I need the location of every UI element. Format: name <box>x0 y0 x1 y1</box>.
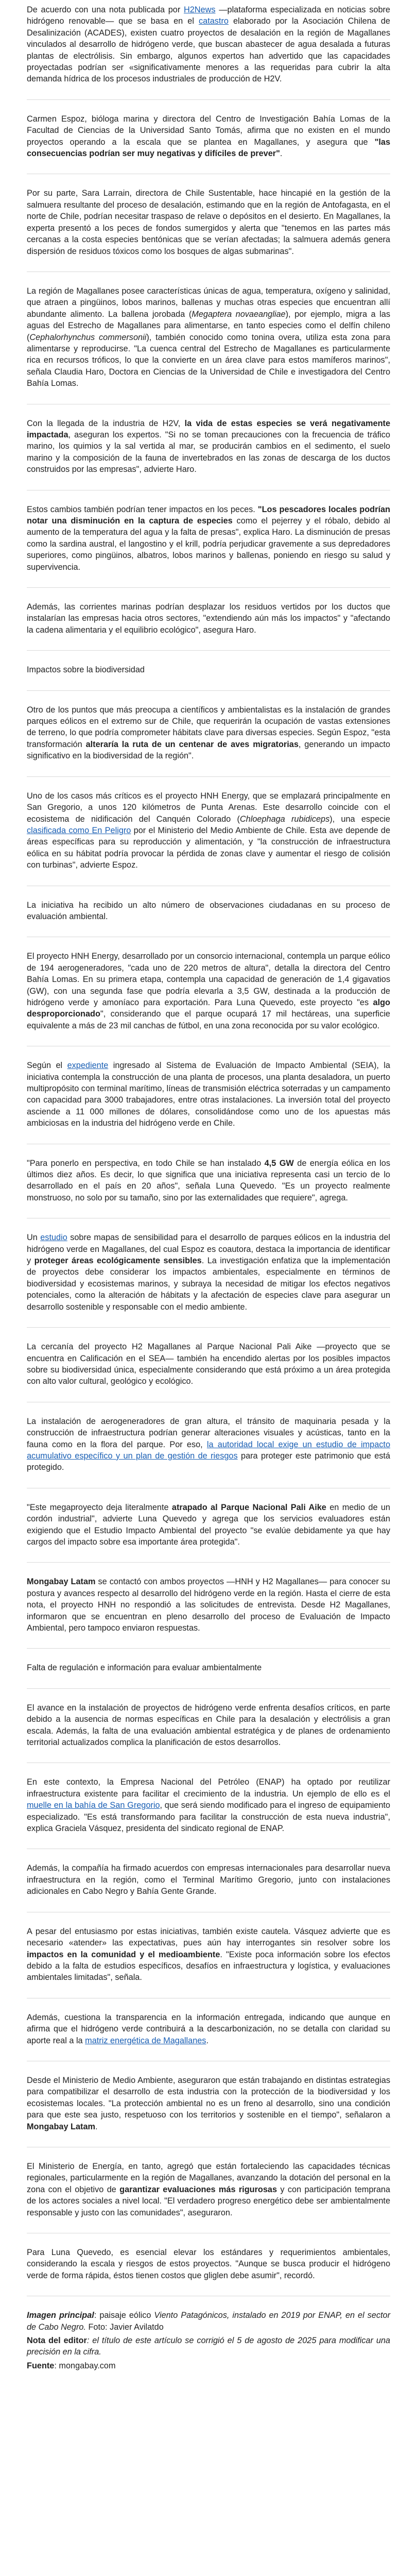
outlet-name: Mongabay Latam <box>27 2122 95 2131</box>
text-segment: para proteger este patrimonio que está protegido. <box>27 1451 390 1472</box>
paragraph-sensitivity-study <box>27 1232 390 1313</box>
text-segment: Uno de los casos más críticos es el proyecto HNH Energy, que se emplazará principalmente en San Gregorio, a unos 120 kilómetros de Punta Arenas. Este desarrollo coincide con el ecosistema de nidificación del Canquén Colorado ( <box>27 791 390 824</box>
bold-quote: "las consecuencias podrían ser muy negativas y difíciles de prever" <box>27 137 390 159</box>
outlet-name: Mongabay Latam <box>27 1577 96 1587</box>
text-segment: sobre mapas de sensibilidad para el desarrollo de parques eólicos en la industria del hidrógeno verde en Magallanes, del cual Espoz es coautora, destaca la importancia de identificar y <box>27 1233 390 1266</box>
text-segment: , generando un impacto significativo en la biodiversidad de la región". <box>27 739 390 761</box>
endangered-classification-link[interactable]: clasificada como En Peligro <box>27 825 131 835</box>
paragraph-regulation: El avance en la instalación de proyectos de hidrógeno verde enfrenta desafíos críticos, en parte debido a la ausencia de normas específicas en Chile para la desalación y electrólisis a gran escala. Además, la falta de una evaluación ambiental estratégica y de planes de ordenamiento territorial actualizados complica la planificación de estos desarrollos. <box>27 1703 390 1748</box>
text-segment: ), por ejemplo, migra a las aguas del Estrecho de Magallanes para alimentarse, en tanto especies como el delfín chileno ( <box>27 309 390 342</box>
section-divider <box>27 1688 390 1689</box>
text-segment: ingresado al Sistema de Evaluación de Impacto Ambiental (SEIA), la iniciativa contempla la construcción de una planta de procesos, una planta desaladora, un puerto multipropósito con terminal marítimo, líneas de transmisión eléctrica soterradas y un campamento con capacidad para 3000 trabajadores, entre otras instalaciones. La inversión total del proyecto asciende a 11 000 millones de dólares, consolidándose como uno de los apuestas más ambiciosas en la industria del hidrógeno verde en Chile. <box>27 1061 390 1128</box>
section-divider <box>27 1562 390 1563</box>
bold-phrase: atrapado al Parque Nacional Pali Aike <box>171 1502 326 1512</box>
expediente-link[interactable]: expediente <box>67 1061 109 1071</box>
paragraph-ministry-energy <box>27 2161 390 2218</box>
bold-phrase: la vida de estas especies se verá negativamente impactada <box>27 418 390 439</box>
text-segment: y con participación temprana de los actores sociales a nivel local. "El verdadero progreso energético debe ser ambientalmente responsable y justo con las comunidades", aseguraron. <box>27 2184 390 2217</box>
text-segment: La instalación de aerogeneradores de gran altura, el tránsito de maquinaria pesada y la construcción de infraestructura podrían generar alteraciones visuales y acústicas, tanto en la fauna como en la flora del parque. Por eso, <box>27 1416 390 1449</box>
text-segment: de energía eólica en los últimos diez años. Es decir, lo que significa que una iniciativa representa casi un tercio de lo desarrollado en el país en 20 años", señala Luna Quevedo. "Es un proyecto realmente monstruoso, no solo por su tamaño, sino por las externalidades que requiere", agrega. <box>27 1158 390 1202</box>
paragraph-trapped-park <box>27 1502 390 1548</box>
section-divider <box>27 1327 390 1328</box>
paragraph-closing: Para Luna Quevedo, es esencial elevar los estándares y requerimientos ambientales, considerando la escala y riesgos de estos proyectos. "Aunque se busca producir el hidrógeno verde de forma rápida, éstos tienen costos que gliglen debe asumir", recordó. <box>27 2248 390 2280</box>
species-name: Chloephaga rubidiceps <box>239 814 330 824</box>
section-divider <box>27 1762 390 1763</box>
paragraph-ministry-environment <box>27 2075 390 2132</box>
intro-paragraph <box>27 4 390 85</box>
h2news-link[interactable]: H2News <box>183 5 216 14</box>
text-segment: . "Existe poca información sobre los efectos debido a la falta de estudios específicos, desafíos en infraestructura y logística, y evaluaciones ambientales limitadas", señala. <box>27 1950 390 1982</box>
bold-phrase: impactos en la comunidad y el medioambiente <box>27 1950 220 1959</box>
paragraph-hnh-canquen <box>27 790 390 871</box>
text-segment: por el Ministerio del Medio Ambiente de Chile. Esta ave depende de áreas específicas para su reproducción y alimentación, y "la construcción de infraestructura eólica en su hábitat podría provocar la pérdida de zonas clave y aumentar el riesgo de colisión con turbinas", advierte Espoz. <box>27 825 390 870</box>
section-divider <box>27 587 390 588</box>
paragraph-larrain: Por su parte, Sara Larrain, directora de Chile Sustentable, hace hincapié en la gestión de la salmuera resultante del proceso de desalación, estimando que en la región de Antofagasta, en el norte de Chile, podrían necesitar traspaso de relave o depósitos en el desierto. En Magallanes, la experta presentó a los peces de fondos sumergidos y alerta que "tenemos en las partes más cercanas a la costa especies bentónicas que se verían afectadas; la salmuera además genera dispersión de residuos tóxicos como los bosques de algas submarinas". <box>27 189 390 256</box>
text-segment: ", considerando que el parque ocupará 17 mil hectáreas, una superficie equivalente a más de 23 mil canchas de fútbol, en una zona reconocida por su valor ecológico. <box>27 1009 390 1030</box>
text-segment: En este contexto, la Empresa Nacional del Petróleo (ENAP) ha optado por reutilizar infraestructura existente para facilitar el crecimiento de la industria. Un ejemplo de ello es el <box>27 1777 390 1799</box>
paragraph-seia <box>27 1060 390 1129</box>
text-segment: : paisaje eólico <box>94 2311 154 2320</box>
paragraph-observations: La iniciativa ha recibido un alto número de observaciones ciudadanas en su proceso de evaluación ambiental. <box>27 900 390 921</box>
text-segment: El proyecto HNH Energy, desarrollado por un consorcio internacional, contempla un parque eólico de 194 aerogeneradores, "cada uno de 220 metros de altura", detalla la directora del Centro Bahía Lomas. En su primera etapa, contempla una capacidad de generación de 1,4 gigavatios (GW), con una segunda fase que podría elevarla a 3,5 GW, destinada a la producción de hidrógeno verde y amoníaco para exportación. Para Luna Quevedo, este proyecto "es <box>27 952 390 1007</box>
section-divider <box>27 99 390 100</box>
text-segment: Desde el Ministerio de Medio Ambiente, aseguraron que están trabajando en distintas estrategias para compatibilizar el desarrollo de esta industria con la protección de la biodiversidad y los ecosistemas locales. "La protección ambiental no es un freno al desarrollo, sino una condición para que este sea justo, respetuoso con los territorios y sostenible en el tiempo", señalaron a <box>27 2075 390 2120</box>
text-segment: El Ministerio de Energía, en tanto, agregó que están fortaleciendo las capacidades técnicas regionales, particularmente en la región de Magallanes, avanzando la dotación del personal en la zona con el objetivo de <box>27 2161 390 2194</box>
paragraph-turbines <box>27 1416 390 1473</box>
text-segment: "Este megaproyecto deja literalmente <box>27 1502 172 1512</box>
text-segment: ), una especie <box>329 814 390 824</box>
text-segment: . <box>206 2036 208 2045</box>
section-divider <box>27 690 390 691</box>
text-segment: en medio de un cordón industrial", advierte Luna Quevedo y agrega que los servicios evaluadores están exigiendo que el Estudio Impacto Ambiental del proyecto "se evalúe debidamente ya que hay cargos del impacto sobre esa importante área protegida". <box>27 1502 390 1547</box>
muelle-link[interactable]: muelle en la bahía de San Gregorio <box>27 1801 160 1810</box>
energy-matrix-link[interactable]: matriz energética de Magallanes <box>85 2036 206 2045</box>
bold-phrase: garantizar evaluaciones más rigurosas <box>119 2184 277 2194</box>
text-segment: Estos cambios también podrían tener impactos en los peces. <box>27 504 258 514</box>
text-segment: La región de Magallanes posee características únicas de agua, temperatura, oxígeno y salinidad, que atraen a pingüinos, lobos marinos, ballenas y muchas otras especies que encuentran allí abundante alimento. La ballena jorobada ( <box>27 286 390 319</box>
section-heading-regulation: Falta de regulación e información para evaluar ambientalmente <box>27 1663 262 1673</box>
paragraph-wind-parks <box>27 704 390 762</box>
source-line <box>27 2360 390 2371</box>
text-segment: De acuerdo con una nota publicada por <box>27 5 184 14</box>
text-segment: , aseguran los expertos. "Si no se toman precauciones con la frecuencia de tráfico marino, los quimios y la sal vertida al mar, se producirán cambios en el sedimento, el suelo marino y la composición de la fauna de invertebrados en las zonas de descarga de los ductos construidos por las empresas", advierte Haro. <box>27 430 390 474</box>
paragraph-h2v-impact <box>27 418 390 476</box>
text-segment: Otro de los puntos que más preocupa a científicos y ambientalistas es la instalación de grandes parques eólicos en el extremo sur de Chile, que requerirán la ocupación de vastas extensiones de terreno, lo que podría comprometer hábitats clave para diversas especies. Según Espoz, "esta transformación <box>27 705 390 749</box>
paragraph-pali-aike: La cercanía del proyecto H2 Magallanes al Parque Nacional Pali Aike —proyecto que se encuentra en Calificación en el SEA— también ha encendido alertas por los posibles impactos sobre su biodiversidad única, especialmente considerando que está próximo a un área protegida con alto valor cultural, geológico y ecológico. <box>27 1342 390 1386</box>
paragraph-currents: Además, las corrientes marinas podrían desplazar los residuos vertidos por los ductos que instalarían las empresas hacia otros sectores, "extendiendo aún más los impactos" y "afectando la cadena alimentaria y el equilibrio ecológico", asegura Haro. <box>27 602 390 635</box>
image-caption <box>27 2310 390 2333</box>
section-divider <box>27 650 390 651</box>
source-text: : mongabay.com <box>54 2361 116 2370</box>
text-segment: A pesar del entusiasmo por estas iniciativas, también existe cautela. Vásquez advierte que es necesario «atender» las expectativas, pues aún hay interrogantes sin resolver sobre los <box>27 1926 390 1948</box>
editor-note <box>27 2335 390 2358</box>
text-segment: se contactó con ambos proyectos —HNH y H2 Magallanes— para conocer su postura y avances respecto al desarrollo del hidrógeno verde en la región. Hasta el cierre de esta nota, el proyecto HNH no respondió a las solicitudes de entrevista. Desde H2 Magallanes, informaron que se encuentran en pleno desarrollo del proceso de Evaluación de Impacto Ambiental, pero tampoco enviaron respuestas. <box>27 1577 390 1633</box>
text-segment: . <box>280 149 283 159</box>
text-segment: Carmen Espoz, bióloga marina y directora del Centro de Investigación Bahía Lomas de la Facultad de Ciencias de la Universidad Santo Tomás, afirma que no existen en el mundo proyectos operando a la escala que se plantea en Magallanes, y asegura que <box>27 114 390 147</box>
section-heading-biodiversity: Impactos sobre la biodiversidad <box>27 665 145 675</box>
species-name: Cephalorhynchus commersonii <box>29 332 147 342</box>
paragraph-species <box>27 285 390 389</box>
editor-note-text: : el título de este artículo se corrigió el 5 de agosto de 2025 para modificar una precisión en la cifra. <box>27 2336 390 2357</box>
impact-study-link[interactable]: la autoridad local exige un estudio de impacto acumulativo específico y un plan de gestión de riesgos <box>27 1439 390 1461</box>
bold-phrase: algo desproporcionado <box>27 997 390 1019</box>
text-segment: —plataforma especializada en noticias sobre hidrógeno renovable— que se basa en el <box>27 5 390 26</box>
text-segment: Un <box>27 1233 41 1243</box>
text-segment: . <box>95 2122 98 2131</box>
catastro-link[interactable]: catastro <box>199 16 229 26</box>
text-segment: Con la llegada de la industria de H2V, <box>27 418 185 428</box>
paragraph-fish <box>27 504 390 573</box>
text-segment: . La investigación enfatiza que la implementación de proyectos debe considerar los impactos ambientales, especialmente en términos de biodiversidad y ecosistemas marinos, y subraya la necesidad de mitigar los efectos negativos potenciales, como la alteración de hábitats y la afectación de especies clave para asegurar un desarrollo sostenible y responsable con el medio ambiente. <box>27 1256 390 1312</box>
paragraph-contact <box>27 1576 390 1634</box>
paragraph-enap <box>27 1776 390 1834</box>
photo-credit: Foto: Javier Avilatdo <box>85 2322 164 2332</box>
estudio-link[interactable]: estudio <box>40 1233 67 1243</box>
text-segment: elaborado por la Asociación Chilena de Desalinización (ACADES), existen cuatro proyectos de desalación en la región de Magallanes vinculados al desarrollo de hidrógeno verde, que buscan abastecer de agua desalada a futuras plantas de electrólisis. Sin embargo, algunos expertos han advertido que las capacidades proyectadas podrían ser «significativamente menores a las requeridas para cubrir la alta demanda hídrica de los procesos industriales de producción de H2V. <box>27 16 390 84</box>
bold-figure: 4,5 GW <box>264 1158 294 1168</box>
caption-italic: Viento Patagónicos, instalado en 2019 por ENAP, en el sector de Cabo Negro. <box>27 2311 390 2332</box>
text-segment: como el pejerrey y el róbalo, debido al aumento de la temperatura del agua y la falta de presas", explica Haro. La disminución de presas como la sardina austral, el langostino y el krill, podría perjudicar gravemente a sus depredadores superiores, como pingüinos, albatros, lobos marinos y ballenas, poniendo en riesgo su salud y supervivencia. <box>27 516 390 572</box>
paragraph-hnh-details <box>27 951 390 1031</box>
caption-label: Imagen principal <box>27 2311 94 2320</box>
section-divider <box>27 1648 390 1649</box>
editor-note-label: Nota del editor <box>27 2336 87 2346</box>
paragraph-transparency <box>27 2012 390 2046</box>
bold-quote: "Los pescadores locales podrían notar una disminución en la captura de especies <box>27 504 390 526</box>
text-segment: , que será siendo modificado para el ingreso de equipamiento especializado. "Es está transformando para facilitar la construcción de esta nueva industria", explica Graciela Vásquez, presidenta del sindicato regional de ENAP. <box>27 1801 390 1834</box>
source-label: Fuente <box>27 2361 55 2370</box>
text-segment: "Para ponerlo en perspectiva, en todo Chile se han instalado <box>27 1158 265 1168</box>
bold-phrase: alteraría la ruta de un centenar de aves migratorias <box>85 739 299 749</box>
paragraph-perspective <box>27 1158 390 1204</box>
text-segment: Según el <box>27 1061 67 1071</box>
section-divider <box>27 776 390 777</box>
text-segment: Además, cuestiona la transparencia en la información entregada, indicando que aunque en afirma que el hidrógeno verde contribuirá a la descarbonización, no se detalla con claridad su aporte real a la <box>27 2012 390 2045</box>
species-name: Megaptera novaeangliae <box>192 309 286 319</box>
paragraph-espoz <box>27 113 390 160</box>
bold-phrase: proteger áreas ecológicamente sensibles <box>34 1256 202 1266</box>
paragraph-caution <box>27 1926 390 1984</box>
paragraph-agreements: Además, la compañía ha firmado acuerdos con empresas internacionales para desarrollar nueva infraestructura en la región, como el Terminal Marítimo Gregorio, junto con instalaciones adicionales en Cabo Negro y Bahía Gente Grande. <box>27 1863 390 1896</box>
text-segment: ), también conocido como tonina overa, utiliza esta zona para alimentarse y reproducirse. "La cuenca central del Estrecho de Magallanes es particularmente rica en recursos tróficos, lo que la convierte en un área clave para estos mamíferos marinos", señala Claudia Haro, Doctora en Ciencias de la Universidad de Chile e investigadora del Centro Bahía Lomas. <box>27 332 390 388</box>
